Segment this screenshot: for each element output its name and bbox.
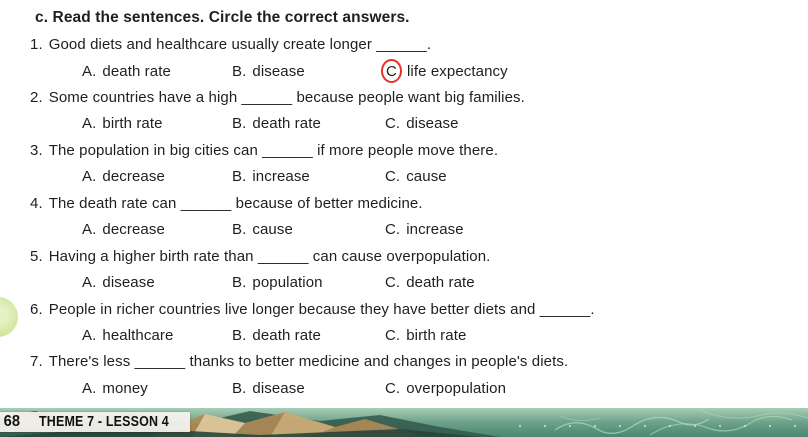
question-number: 6.: [30, 300, 43, 318]
question-line: [0, 349, 808, 375]
options-line: [0, 269, 808, 295]
option-key: A.: [82, 274, 97, 292]
option-key: B.: [232, 326, 247, 344]
option-text: death rate: [406, 274, 475, 292]
option-a: [82, 221, 232, 238]
question-number: 7.: [30, 353, 43, 371]
option-key: B.: [232, 274, 247, 292]
option-a: [82, 274, 232, 291]
option-key: A.: [82, 168, 97, 186]
option-key: B.: [232, 379, 247, 397]
option-text: overpopulation: [406, 379, 507, 397]
exercise-heading: c. Read the sentences. Circle the correct answers.: [35, 9, 410, 27]
question-line: [0, 84, 808, 110]
option-key: B.: [232, 168, 247, 186]
option-text: death rate: [102, 62, 171, 80]
option-key: C.: [385, 221, 401, 239]
question-text: Some countries have a high ______ because people want big families.: [48, 89, 525, 107]
question-number: 3.: [30, 141, 43, 159]
option-b: [232, 274, 385, 291]
option-c: [385, 274, 808, 291]
option-b: [232, 380, 385, 397]
option-c: [385, 59, 808, 83]
option-key: B.: [232, 62, 247, 80]
question-number: 1.: [30, 36, 43, 54]
question-line: [0, 296, 808, 322]
option-text: disease: [102, 274, 155, 292]
option-c: [385, 327, 808, 344]
option-key: A.: [82, 115, 97, 133]
option-a: [82, 168, 232, 185]
option-c: [385, 380, 808, 397]
option-b: [232, 115, 385, 132]
option-a: [82, 380, 232, 397]
option-a: [82, 63, 232, 80]
options-line: [0, 217, 808, 243]
options-line: [0, 375, 808, 401]
option-text: increase: [252, 168, 310, 186]
option-a: [82, 115, 232, 132]
question-line: [0, 31, 808, 57]
option-text: increase: [406, 221, 464, 239]
question-line: [0, 137, 808, 163]
option-b: [232, 221, 385, 238]
question-text: Good diets and healthcare usually create longer ______.: [48, 36, 432, 54]
option-text: disease: [252, 62, 305, 80]
footer-tab: [0, 412, 190, 432]
option-key: C.: [385, 168, 401, 186]
questions-list: [0, 31, 808, 401]
option-text: birth rate: [102, 115, 163, 133]
question-text: The death rate can ______ because of better medicine.: [48, 194, 423, 212]
page-number: 68: [3, 413, 21, 430]
question-text: People in richer countries live longer because they have better diets and ______.: [48, 300, 595, 318]
options-line: [0, 111, 808, 137]
circled-answer-key: C: [381, 59, 402, 83]
question-text: The population in big cities can ______ if more people move there.: [48, 141, 499, 159]
option-text: disease: [252, 379, 305, 397]
option-c: [385, 168, 808, 185]
option-text: death rate: [252, 326, 321, 344]
question-number: 4.: [30, 194, 43, 212]
options-line: [0, 322, 808, 348]
option-key: A.: [82, 326, 97, 344]
option-text: healthcare: [102, 326, 174, 344]
option-text: death rate: [252, 115, 321, 133]
option-text: money: [102, 379, 148, 397]
option-key: A.: [82, 62, 97, 80]
option-text: decrease: [102, 221, 165, 239]
option-key: B.: [232, 115, 247, 133]
option-text: population: [252, 274, 323, 292]
option-text: disease: [406, 115, 459, 133]
option-c: [385, 115, 808, 132]
option-c: [385, 221, 808, 238]
option-b: [232, 327, 385, 344]
option-key: A.: [82, 221, 97, 239]
option-key: C.: [385, 326, 401, 344]
option-key: B.: [232, 221, 247, 239]
question-number: 5.: [30, 247, 43, 265]
option-a: [82, 327, 232, 344]
option-text: birth rate: [406, 326, 467, 344]
option-text: decrease: [102, 168, 165, 186]
question-text: Having a higher birth rate than ______ can cause overpopulation.: [48, 247, 491, 265]
option-b: [232, 168, 385, 185]
question-text: There's less ______ thanks to better medicine and changes in people's diets.: [48, 353, 569, 371]
option-key: C.: [385, 379, 401, 397]
option-text: life expectancy: [407, 62, 508, 80]
question-line: [0, 190, 808, 216]
option-key: A.: [82, 379, 97, 397]
option-text: cause: [406, 168, 447, 186]
option-key: C.: [385, 274, 401, 292]
option-b: [232, 63, 385, 80]
question-line: [0, 243, 808, 269]
option-key: C.: [385, 115, 401, 133]
question-number: 2.: [30, 89, 43, 107]
footer-banner: [0, 408, 808, 437]
option-text: cause: [252, 221, 293, 239]
lesson-label: THEME 7 - LESSON 4: [38, 414, 169, 430]
options-line: [0, 58, 808, 84]
options-line: [0, 164, 808, 190]
